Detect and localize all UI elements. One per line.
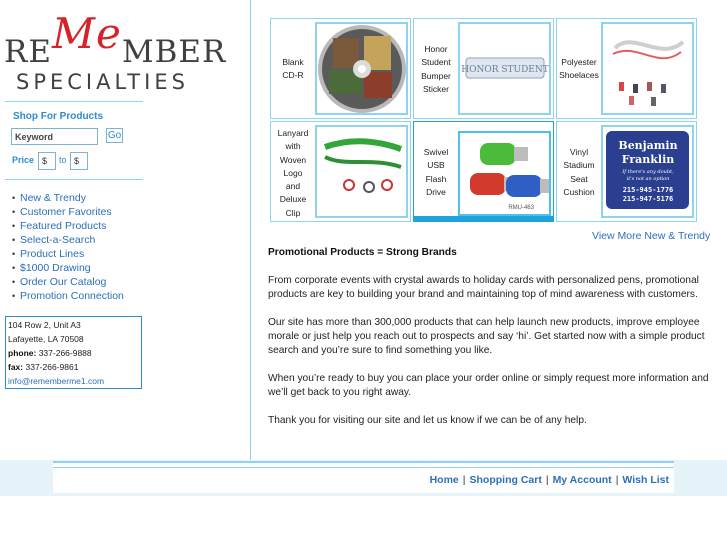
product-tile-lanyard[interactable] <box>270 121 411 222</box>
product-label-line: Seat <box>570 173 588 184</box>
product-label-line: Logo <box>283 167 303 178</box>
price-to-label: to <box>59 155 67 165</box>
product-label-line: Deluxe <box>279 194 307 205</box>
product-tile-usb-drive[interactable] <box>413 121 554 222</box>
product-label <box>271 127 315 220</box>
price-min-input[interactable] <box>38 152 56 170</box>
product-label-line: Blank <box>282 57 304 67</box>
product-label-line: Vinyl <box>569 147 589 157</box>
cushion-text: it's not an option <box>626 176 670 182</box>
seat-cushion-image[interactable] <box>601 125 694 218</box>
model-number: RMU-463 <box>508 205 534 211</box>
product-label-line: Cushion <box>563 186 595 197</box>
nav-item-promotion-connection <box>12 289 124 303</box>
email-link[interactable]: info@rememberme1.com <box>8 376 105 387</box>
cd-disc-image[interactable] <box>315 22 408 115</box>
cushion-text: Benjamin <box>618 139 678 152</box>
nav-link[interactable]: $1000 Drawing <box>20 262 91 274</box>
nav-link[interactable]: Featured Products <box>20 220 107 232</box>
nav-item-featured-products <box>12 219 124 233</box>
price-max-input[interactable] <box>70 152 88 170</box>
product-label <box>271 56 315 83</box>
product-label-line: USB <box>427 160 445 171</box>
cushion-text: If there's any doubt, <box>622 169 674 175</box>
bullet-icon: • <box>12 291 16 301</box>
footer-link-wish-list[interactable]: Wish List <box>622 474 669 486</box>
bumper-sticker-graphic <box>460 24 549 113</box>
bullet-icon: • <box>12 249 16 259</box>
product-label <box>414 146 458 199</box>
product-label <box>557 146 601 199</box>
nav-item-order-catalog <box>12 275 124 289</box>
product-label-line: with <box>285 141 301 152</box>
product-label-line: Lanyard <box>277 128 309 138</box>
logo-wordmark: REMeMBER <box>4 9 227 70</box>
main-content <box>268 246 713 442</box>
product-label-line: Student <box>421 57 451 68</box>
cd-disc-graphic <box>317 24 406 113</box>
fax-label: fax: <box>8 362 24 373</box>
product-label-line: CD-R <box>282 70 304 81</box>
footer-separator: | <box>545 474 549 486</box>
nav-link[interactable]: New & Trendy <box>20 192 86 204</box>
view-more-link[interactable]: View More New & Trendy <box>592 230 711 242</box>
bullet-icon: • <box>12 263 16 273</box>
phone-line <box>8 346 141 360</box>
product-tile-shoelaces[interactable] <box>556 18 697 119</box>
bumper-sticker-image[interactable] <box>458 22 551 115</box>
footer-link-my-account[interactable]: My Account <box>552 474 612 486</box>
nav-item-1000-drawing <box>12 261 124 275</box>
nav-link[interactable]: Product Lines <box>20 248 85 260</box>
footer-link-home[interactable]: Home <box>429 474 459 486</box>
product-tile-bumper-sticker[interactable] <box>413 18 554 119</box>
bullet-icon: • <box>12 207 16 217</box>
search-heading: Shop For Products <box>13 111 103 122</box>
go-button[interactable]: Go <box>107 130 122 141</box>
cushion-text: 215-947-5176 <box>622 195 674 203</box>
nav-item-product-lines <box>12 247 124 261</box>
nav-item-new-trendy <box>12 191 124 205</box>
price-label: Price <box>12 155 35 165</box>
divider <box>5 101 143 102</box>
contact-box <box>5 316 142 389</box>
footer-separator: | <box>615 474 619 486</box>
sidebar <box>0 0 250 460</box>
fax-number: 337-266-9861 <box>25 362 79 373</box>
product-tile-cd[interactable] <box>270 18 411 119</box>
lanyard-graphic <box>317 127 406 216</box>
seat-cushion-graphic <box>603 127 692 216</box>
product-label <box>414 43 458 96</box>
product-label-line: Sticker <box>423 83 449 94</box>
bullet-icon: • <box>12 277 16 287</box>
sticker-text: HONOR STUDENT <box>461 65 549 75</box>
content-headline: Promotional Products = Strong Brands <box>268 247 457 258</box>
bullet-icon: • <box>12 221 16 231</box>
product-label-line: Flash <box>425 173 447 184</box>
usb-drive-graphic <box>460 133 549 214</box>
phone-label: phone: <box>8 348 37 359</box>
bullet-icon: • <box>12 235 16 245</box>
column-divider <box>250 0 251 460</box>
shoelaces-graphic <box>603 24 692 113</box>
nav-link[interactable]: Customer Favorites <box>20 206 112 218</box>
product-label-line: Drive <box>426 186 446 197</box>
content-paragraph: From corporate events with crystal awards to holiday cards with personalized pens, promotional products are key to building your brand and maintaining top of mind awareness with customers. <box>268 275 699 300</box>
footer-rule <box>53 461 674 468</box>
content-paragraph: When you’re ready to buy you can place your order online or simply request more information and we’ll get back to you right away. <box>268 373 709 398</box>
product-label-line: Bumper <box>421 70 451 81</box>
product-label-line: Swivel <box>423 147 449 157</box>
sidebar-nav <box>12 191 124 303</box>
lanyard-image[interactable] <box>315 125 408 218</box>
nav-link[interactable]: Promotion Connection <box>20 290 124 302</box>
nav-item-select-a-search <box>12 233 124 247</box>
product-label-line: Clip <box>285 207 301 218</box>
product-label-line: Shoelaces <box>559 70 599 81</box>
cushion-text: Franklin <box>621 153 675 166</box>
highlight-bar <box>414 216 553 222</box>
product-label-line: Honor <box>424 44 448 54</box>
bullet-icon: • <box>12 193 16 203</box>
product-label-line: and <box>285 181 301 192</box>
address-line-2: Lafayette, LA 70508 <box>8 334 84 345</box>
footer-link-shopping-cart[interactable]: Shopping Cart <box>469 474 542 486</box>
cushion-text: 215-945-1776 <box>622 186 674 194</box>
site-logo[interactable] <box>4 4 248 96</box>
nav-link[interactable]: Select-a-Search <box>20 234 96 246</box>
shoelaces-image[interactable] <box>601 22 694 115</box>
keyword-search-input[interactable] <box>11 128 98 145</box>
usb-drive-image[interactable] <box>458 131 551 216</box>
logo-subtitle: SPECIALTIES <box>16 70 189 94</box>
footer-nav <box>430 474 669 486</box>
product-label-line: Stadium <box>563 160 595 171</box>
content-paragraph: Thank you for visiting our site and let us know if we can be of any help. <box>268 415 587 426</box>
divider <box>5 179 143 180</box>
product-label-line: Polyester <box>561 57 597 67</box>
nav-link[interactable]: Order Our Catalog <box>20 276 107 288</box>
address-line-1: 104 Row 2, Unit A3 <box>8 320 81 330</box>
product-label-line: Woven <box>279 154 307 165</box>
phone-number: 337-266-9888 <box>38 348 92 359</box>
nav-item-customer-favorites <box>12 205 124 219</box>
footer-separator: | <box>462 474 466 486</box>
product-label <box>557 56 601 83</box>
product-tile-seat-cushion[interactable] <box>556 121 697 222</box>
fax-line <box>8 360 141 374</box>
content-paragraph: Our site has more than 300,000 products that can help launch new products, improve employee morale or just help you reach out to prospects and say ‘hi’. Get started now with a simple product search and you’re sure to find something you like. <box>268 317 705 356</box>
